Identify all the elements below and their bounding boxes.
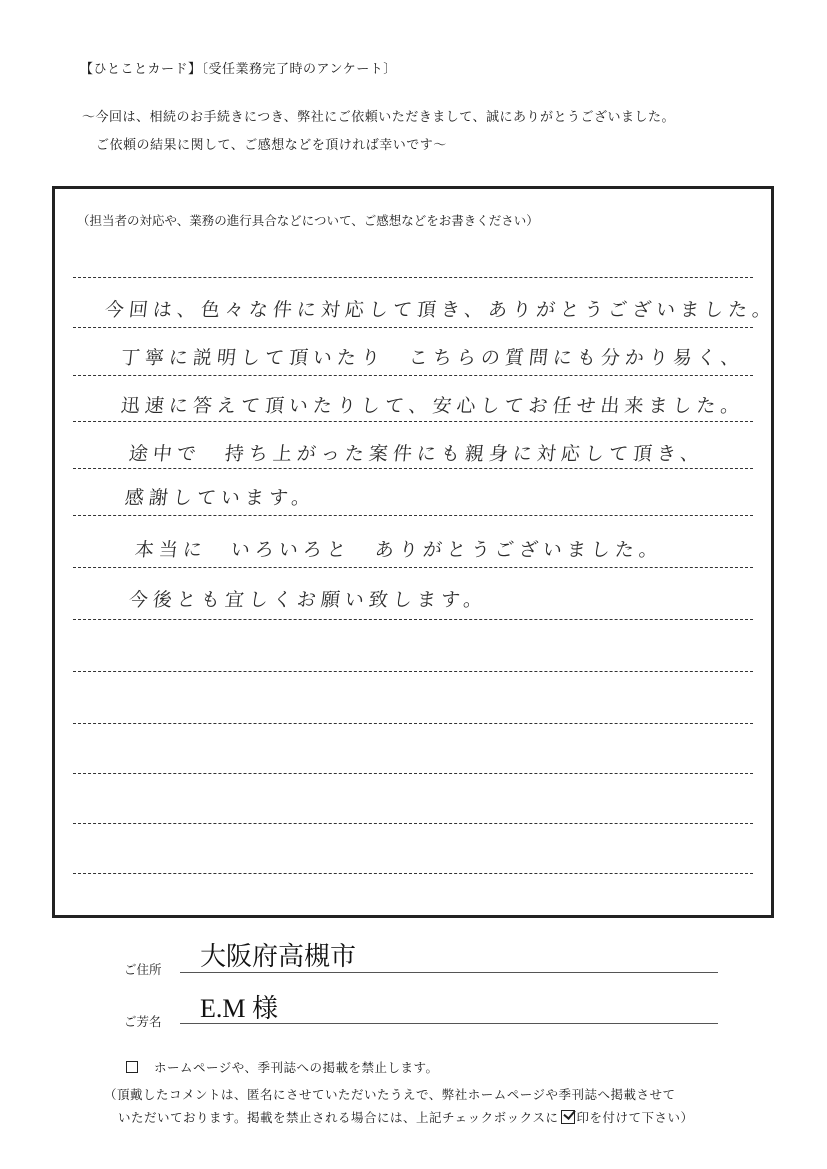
handwritten-line: 丁寧に説明して頂いたり こちらの質問にも分かり易く、 xyxy=(119,347,746,369)
handwritten-line: 本当に いろいろと ありがとうございました。 xyxy=(133,539,665,561)
handwritten-line: 途中で 持ち上がった案件にも親身に対応して頂き、 xyxy=(127,443,706,465)
handwritten-line: 今後とも宜しくお願い致します。 xyxy=(127,589,489,611)
publish-prohibit-checkbox[interactable] xyxy=(126,1061,138,1073)
name-label: ご芳名 xyxy=(124,1014,162,1029)
card-title: 【ひとことカード】〔受任業務完了時のアンケート〕 xyxy=(80,62,397,77)
address-underline xyxy=(180,972,718,973)
handwritten-line: 感謝しています。 xyxy=(123,487,317,509)
writing-rule xyxy=(73,327,753,328)
handwritten-line: 今回は、色々な件に対応して頂き、ありがとうございました。 xyxy=(103,299,778,321)
handwritten-line: 迅速に答えて頂いたりして、安心してお任せ出来ました。 xyxy=(119,395,746,417)
note-line-1: （頂戴したコメントは、匿名にさせていただいたうえで、弊社ホームページや季刊誌へ掲載させて xyxy=(104,1087,676,1102)
comment-instruction: （担当者の対応や、業務の進行具合などについて、ご感想などをお書きください） xyxy=(77,213,539,228)
writing-rule xyxy=(73,873,753,874)
name-underline xyxy=(180,1023,718,1024)
writing-rule xyxy=(73,619,753,620)
writing-rule xyxy=(73,421,753,422)
comment-box xyxy=(52,186,778,918)
writing-rule xyxy=(73,375,753,376)
address-label: ご住所 xyxy=(124,962,162,977)
writing-rule xyxy=(73,773,753,774)
writing-rule xyxy=(73,671,753,672)
note-line-2-start: いただいております。掲載を禁止される場合には、上記チェックボックスに xyxy=(118,1110,559,1125)
writing-rule xyxy=(73,468,753,469)
address-value: 大阪府高槻市 xyxy=(200,942,357,971)
checkmark-icon xyxy=(561,1110,575,1124)
note-line-2 xyxy=(118,1108,694,1126)
greeting-line-1: ～今回は、相続のお手続きにつき、弊社にご依頼いただきまして、誠にありがとうございました。 xyxy=(82,110,675,125)
writing-rule xyxy=(73,567,753,568)
greeting-line-2: ご依頼の結果に関して、ご感想などを頂ければ幸いです～ xyxy=(96,138,447,153)
writing-rule xyxy=(73,515,753,516)
name-value: E.M 様 xyxy=(200,994,279,1023)
writing-rule xyxy=(73,823,753,824)
note-line-2-end: 印を付けて下さい） xyxy=(576,1110,694,1125)
writing-rule xyxy=(73,723,753,724)
checkbox-label: ホームページや、季刊誌への掲載を禁止します。 xyxy=(154,1060,439,1075)
writing-rule xyxy=(73,277,753,278)
